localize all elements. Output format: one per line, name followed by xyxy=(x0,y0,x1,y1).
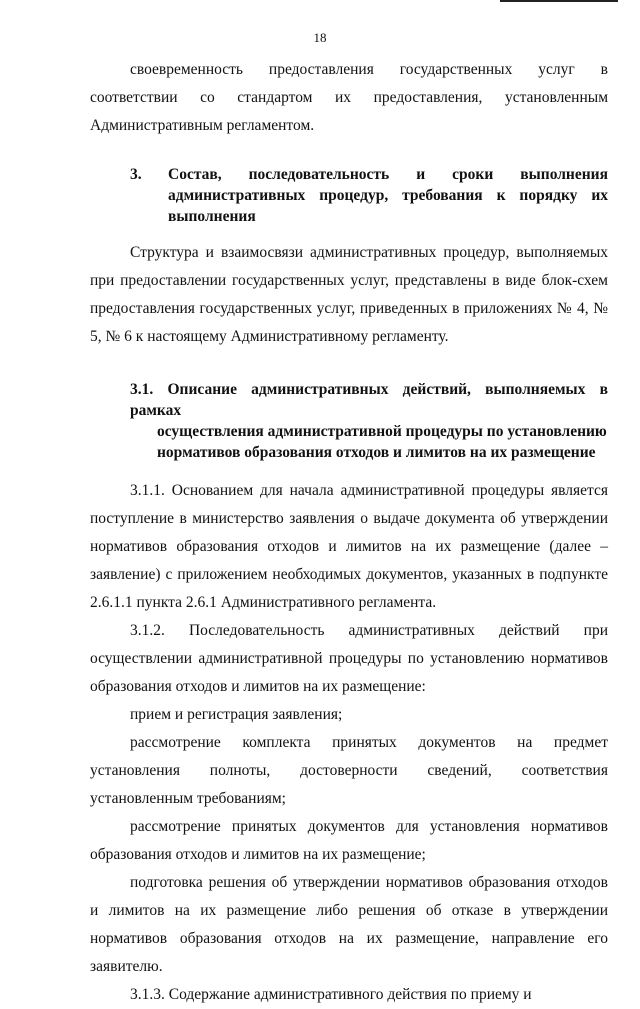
page-number: 18 xyxy=(313,30,327,45)
step-item: рассмотрение комплекта принятых документов на предмет установления полноты, достоверности сведений, соответствия установленным требованиям; xyxy=(90,734,608,807)
paragraph-3-1-1: 3.1.1. Основанием для начала административной процедуры является поступление в министерство заявления о выдаче документа об утверждении нормативов образования отходов и лимитов на их размещение (далее – заявление) с приложением необходимых документов, указанных в подпункте 2.6.1.1 пункта 2.6.1 Административного регламента. xyxy=(90,482,608,611)
subsection-line-1: 3.1. Описание административных действий, выполняемых в рамках xyxy=(130,381,608,419)
paragraph-3-1-3: 3.1.3. Содержание административного действия по приему и xyxy=(130,986,532,1003)
step-item: прием и регистрация заявления; xyxy=(130,706,343,723)
top-rule xyxy=(500,0,618,2)
step-item: подготовка решения об утверждении нормативов образования отходов и лимитов на их размещение либо решения об отказе в утверждении нормативов образования отходов на их размещение, направление его заявителю. xyxy=(90,874,608,975)
paragraph-continuation: своевременность предоставления государственных услуг в соответствии со стандартом их предоставления, установленным Административным регламентом. xyxy=(90,61,608,134)
paragraph-structure: Структура и взаимосвязи административных процедур, выполняемых при предоставлении государственных услуг, представлены в виде блок-схем предоставления государственных услуг, приведенных в приложениях № 4, № 5, № 6 к настоящему Административному регламенту. xyxy=(90,244,608,345)
section-title: Состав, последовательность и сроки выполнения административных процедур, требования к порядку их выполнения xyxy=(168,166,608,225)
subsection-line-3: нормативов образования отходов и лимитов на их размещение xyxy=(157,444,596,461)
section-heading-3 xyxy=(90,164,608,227)
section-number: 3. xyxy=(130,166,142,183)
subsection-heading-3-1 xyxy=(90,379,608,463)
subsection-line-2: осуществления административной процедуры по установлению xyxy=(157,423,607,440)
step-item: рассмотрение принятых документов для установления нормативов образования отходов и лимитов на их размещение; xyxy=(90,818,608,863)
paragraph-3-1-2: 3.1.2. Последовательность административных действий при осуществлении административной процедуры по установлению нормативов образования отходов и лимитов на их размещение: xyxy=(90,622,608,695)
document-body xyxy=(90,56,608,1009)
